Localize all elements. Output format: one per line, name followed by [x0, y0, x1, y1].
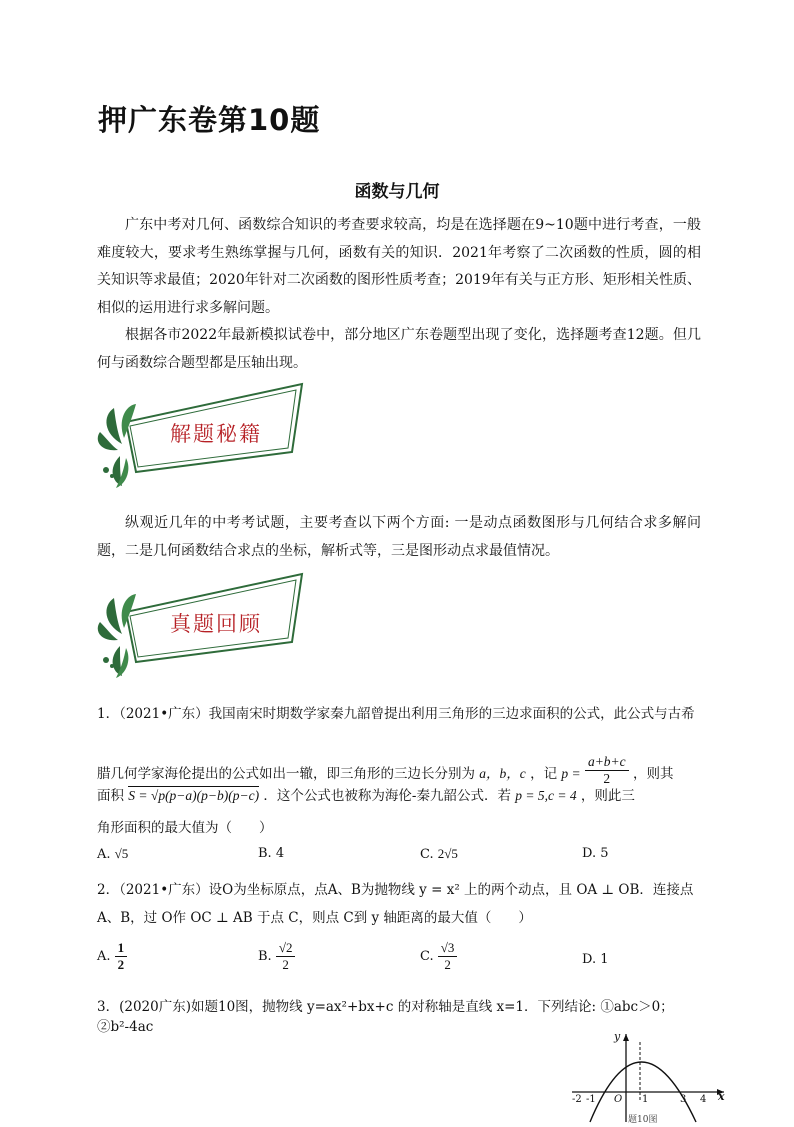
q1-option-a	[97, 846, 128, 862]
tips-paragraph: 纵观近几年的中考考试题，主要考查以下两个方面: 一是动点函数图形与几何结合求多解问题，二是几何函数结合求点的坐标，解析式等，三是图形动点求最值情况。	[97, 515, 701, 559]
q2-option-a	[97, 940, 127, 973]
q3-tick-label: 3	[680, 1094, 687, 1105]
q2-option-b-fraction	[276, 940, 296, 973]
intro-paragraph-1: 广东中考对几何、函数综合知识的考查要求较高，均是在选择题在9~10题中进行考查，一般难度较大，要求考生熟练掌握与几何，函数有关的知识．2021年考察了二次函数的性质，圆的相关知识等求最值；2020年针对二次函数的图形性质考查；2019年有关与正方形、矩形相关性质、相似的运用进行求多解问题。	[97, 217, 701, 316]
q3-figure-caption: 题10图	[628, 1115, 658, 1125]
q3-origin-label: O	[614, 1094, 623, 1105]
q3-line-1: 3．(2020广东)如题10图，抛物线 y=ax²+bx+c 的对称轴是直线 x=1．下列结论: ①abc＞0；②b²-4ac	[97, 999, 674, 1035]
q1-option-a-letter: A.	[97, 847, 111, 862]
q2-option-b-letter: B.	[258, 949, 272, 964]
q2-option-c-letter: C.	[420, 949, 434, 964]
q1-option-a-value: √5	[114, 846, 129, 861]
q2-line-1: 2．（2021•广东）设O为坐标原点，点A、B为抛物线 y = x² 上的两个动点，且 OA ⊥ OB．连接点	[97, 882, 694, 898]
q1-option-c	[420, 846, 458, 862]
q1-text: ，则其	[632, 766, 674, 782]
tips-banner-label: 解题秘籍	[170, 422, 262, 446]
q3-tick-label: 1	[642, 1094, 649, 1105]
q3-tick-label: -2	[572, 1094, 582, 1105]
q2-option-a-denominator: 2	[117, 957, 125, 972]
q2-option-a-fraction	[115, 940, 128, 973]
q1-p-eq: p =	[561, 766, 581, 781]
q2-option-a-numerator: 1	[115, 940, 128, 957]
q2-option-b-denominator: 2	[282, 957, 289, 972]
q1-option-c-value: 2√5	[437, 846, 458, 861]
q2-option-b-numerator: √2	[276, 940, 296, 957]
q3-tick-label: 4	[700, 1094, 707, 1105]
q1-vars: a，b，c	[479, 766, 526, 781]
section-title: 函数与几何	[354, 182, 440, 202]
q2-option-c	[420, 940, 457, 973]
q1-line-3	[97, 784, 717, 804]
q1-text: ，记	[530, 766, 558, 782]
q2-option-b	[258, 940, 295, 973]
q2-option-d: D. 1	[582, 952, 609, 967]
q2-option-c-fraction	[438, 940, 458, 973]
q1-text: ，则此三	[580, 788, 635, 804]
q3-parabola-figure	[570, 1030, 730, 1123]
q1-p-fraction	[585, 754, 629, 787]
q1-p-numerator: a+b+c	[585, 754, 629, 771]
q3-tick-label: -1	[586, 1094, 596, 1105]
q1-line-4: 角形面积的最大值为（ ）	[97, 820, 273, 836]
q1-area-formula: S = √p(p−a)(p−b)(p−c)	[128, 788, 260, 803]
q1-text: 腊几何学家海伦提出的公式如出一辙，即三角形的三边长分别为	[97, 766, 475, 782]
q1-option-b: B. 4	[258, 846, 285, 861]
q1-line-1: 1．（2021•广东）我国南宋时期数学家秦九韶曾提出利用三角形的三边求面积的公式，此公式与古希	[97, 706, 695, 722]
tips-banner	[96, 382, 308, 490]
intro-paragraph-2: 根据各市2022年最新模拟试卷中，部分地区广东卷题型出现了变化，选择题考查12题。但几何与函数综合题型都是压轴出现。	[97, 327, 701, 371]
q3-axis-x-label: x	[718, 1090, 725, 1103]
q1-text: 面积	[97, 788, 124, 804]
q1-condition: p = 5,c = 4	[515, 788, 577, 803]
q1-option-c-letter: C.	[420, 847, 434, 862]
q3-axis-y-label: y	[614, 1030, 621, 1043]
q2-option-c-numerator: √3	[438, 940, 458, 957]
q2-line-2: A、B，过 O作 OC ⊥ AB 于点 C，则点 C到 y 轴距离的最大值（ ）	[97, 910, 532, 926]
q1-text: ．这个公式也被称为海伦-秦九韶公式．若	[263, 788, 511, 804]
parabola-graph-icon	[570, 1030, 730, 1123]
q1-option-d: D. 5	[582, 846, 609, 861]
q2-option-c-denominator: 2	[444, 957, 451, 972]
review-banner	[96, 572, 308, 680]
review-banner-label: 真题回顾	[170, 612, 262, 636]
q2-option-a-letter: A.	[97, 949, 111, 964]
page-title: 押广东卷第10题	[98, 103, 321, 137]
q1-p-denominator: 2	[603, 771, 611, 786]
